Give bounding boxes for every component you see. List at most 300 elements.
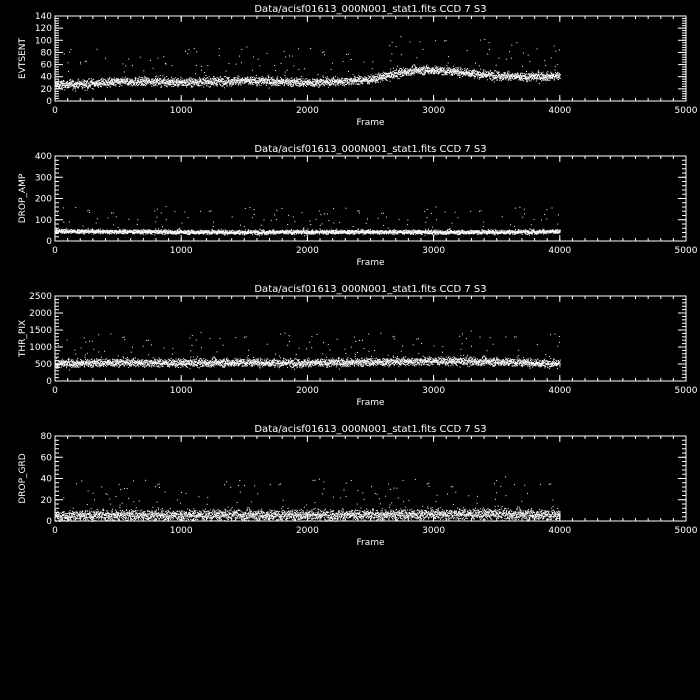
data-point: [354, 77, 355, 78]
data-point: [274, 85, 275, 86]
data-point: [171, 77, 172, 78]
data-point: [135, 78, 136, 79]
data-point: [257, 80, 258, 81]
data-point: [287, 70, 288, 71]
data-point: [91, 78, 92, 79]
data-point: [100, 79, 101, 80]
data-point: [358, 81, 359, 82]
data-point: [211, 79, 212, 80]
data-point: [86, 84, 87, 85]
data-point: [252, 77, 253, 78]
data-point: [152, 79, 153, 80]
data-point: [338, 80, 339, 81]
data-point: [271, 85, 272, 86]
data-point: [240, 81, 241, 82]
data-point: [175, 77, 176, 78]
data-point: [110, 77, 111, 78]
y-axis-label: EVTSENT: [18, 38, 28, 79]
y-tick-label: 60: [41, 61, 53, 71]
data-point: [444, 74, 445, 75]
data-point: [189, 49, 190, 50]
data-point: [396, 46, 397, 47]
data-point: [284, 75, 285, 76]
data-point: [352, 83, 353, 84]
data-point: [296, 82, 297, 83]
data-point: [389, 45, 390, 46]
data-point: [236, 83, 237, 84]
data-point: [393, 68, 394, 69]
data-point: [272, 82, 273, 83]
data-point: [326, 81, 327, 82]
data-point: [257, 84, 258, 85]
data-point: [228, 63, 229, 64]
data-point: [245, 80, 246, 81]
data-point: [422, 73, 423, 74]
data-point: [406, 75, 407, 76]
data-point: [296, 77, 297, 78]
y-tick-label: 100: [35, 36, 52, 46]
data-point: [98, 85, 99, 86]
data-point: [174, 80, 175, 81]
data-point: [304, 68, 305, 69]
data-point: [116, 84, 117, 85]
data-point: [380, 82, 381, 83]
data-point: [323, 76, 324, 77]
data-point: [86, 61, 87, 62]
data-point: [329, 79, 330, 80]
data-point: [347, 80, 348, 81]
data-point: [72, 85, 73, 86]
data-point: [101, 86, 102, 87]
data-point: [269, 88, 270, 89]
data-point: [143, 79, 144, 80]
data-point: [85, 61, 86, 62]
data-point: [254, 77, 255, 78]
data-point: [251, 81, 252, 82]
data-point: [272, 77, 273, 78]
data-point: [300, 82, 301, 83]
data-point: [300, 79, 301, 80]
data-point: [137, 82, 138, 83]
y-tick-label: 0: [46, 97, 52, 107]
data-point: [230, 81, 231, 82]
data-point: [81, 84, 82, 85]
data-point: [190, 81, 191, 82]
data-point: [322, 52, 323, 53]
data-point: [396, 69, 397, 70]
data-point: [427, 68, 428, 69]
data-point: [293, 65, 294, 66]
data-point: [444, 41, 445, 42]
data-point: [400, 71, 401, 72]
data-point: [204, 72, 205, 73]
y-tick-label: 120: [35, 24, 52, 34]
data-point: [157, 85, 158, 86]
data-point: [57, 88, 58, 89]
data-point: [182, 82, 183, 83]
data-point: [109, 84, 110, 85]
x-tick-label: 2000: [296, 106, 319, 116]
data-point: [314, 79, 315, 80]
data-point: [226, 77, 227, 78]
data-point: [306, 78, 307, 79]
data-point: [186, 79, 187, 80]
data-point: [72, 89, 73, 90]
data-point: [123, 79, 124, 80]
data-point: [453, 66, 454, 67]
data-point: [114, 77, 115, 78]
data-point: [389, 81, 390, 82]
data-point: [412, 69, 413, 70]
data-point: [159, 80, 160, 81]
data-point: [105, 58, 106, 59]
data-point: [171, 65, 172, 66]
data-point: [120, 83, 121, 84]
data-point: [332, 63, 333, 64]
data-point: [338, 85, 339, 86]
data-point: [101, 79, 102, 80]
x-tick-label: 1000: [170, 106, 193, 116]
data-point: [309, 81, 310, 82]
data-point: [263, 84, 264, 85]
data-point: [422, 70, 423, 71]
data-point: [248, 84, 249, 85]
data-point: [208, 78, 209, 79]
data-point: [331, 82, 332, 83]
data-point: [359, 84, 360, 85]
data-point: [210, 79, 211, 80]
data-point: [443, 68, 444, 69]
data-point: [217, 77, 218, 78]
data-point: [246, 79, 247, 80]
data-point: [63, 83, 64, 84]
data-point: [92, 88, 93, 89]
data-point: [369, 78, 370, 79]
data-point: [313, 81, 314, 82]
data-point: [421, 72, 422, 73]
data-point: [353, 81, 354, 82]
data-point: [63, 80, 64, 81]
data-point: [346, 84, 347, 85]
data-point: [227, 85, 228, 86]
data-point: [117, 83, 118, 84]
data-point: [111, 83, 112, 84]
y-tick-label: 20: [41, 85, 53, 95]
data-point: [213, 81, 214, 82]
data-point: [207, 77, 208, 78]
data-point: [255, 78, 256, 79]
data-point: [60, 88, 61, 89]
data-point: [449, 70, 450, 71]
data-point: [434, 73, 435, 74]
data-point: [393, 71, 394, 72]
data-point: [373, 81, 374, 82]
data-point: [199, 85, 200, 86]
data-point: [405, 70, 406, 71]
data-point: [413, 65, 414, 66]
data-point: [148, 83, 149, 84]
data-point: [177, 86, 178, 87]
data-point: [347, 79, 348, 80]
data-point: [241, 84, 242, 85]
data-point: [189, 84, 190, 85]
data-point: [214, 77, 215, 78]
data-point: [351, 78, 352, 79]
data-point: [338, 83, 339, 84]
data-point: [212, 78, 213, 79]
y-tick-label: 200: [35, 195, 52, 205]
data-point: [284, 85, 285, 86]
data-point: [267, 53, 268, 54]
data-point: [59, 81, 60, 82]
data-point: [415, 69, 416, 70]
data-point: [219, 79, 220, 80]
data-point: [165, 83, 166, 84]
data-point: [226, 86, 227, 87]
data-point: [259, 79, 260, 80]
data-point: [341, 80, 342, 81]
data-point: [255, 80, 256, 81]
data-point: [428, 70, 429, 71]
data-point: [419, 73, 420, 74]
data-point: [345, 82, 346, 83]
data-point: [119, 84, 120, 85]
data-point: [288, 85, 289, 86]
data-point: [292, 80, 293, 81]
data-point: [269, 80, 270, 81]
data-point: [209, 76, 210, 77]
data-point: [223, 84, 224, 85]
data-point: [279, 80, 280, 81]
data-point: [259, 84, 260, 85]
data-point: [276, 82, 277, 83]
data-point: [75, 91, 76, 92]
data-point: [293, 79, 294, 80]
data-point: [430, 68, 431, 69]
data-point: [145, 80, 146, 81]
data-point: [277, 78, 278, 79]
data-point: [161, 79, 162, 80]
data-point: [414, 72, 415, 73]
data-point: [108, 85, 109, 86]
data-point: [390, 71, 391, 72]
data-point: [415, 66, 416, 67]
data-point: [276, 78, 277, 79]
data-point: [391, 75, 392, 76]
data-point: [214, 79, 215, 80]
data-point: [266, 84, 267, 85]
data-point: [435, 40, 436, 41]
data-point: [237, 82, 238, 83]
data-point: [448, 56, 449, 57]
data-point: [99, 83, 100, 84]
data-point: [352, 79, 353, 80]
data-point: [370, 77, 371, 78]
data-point: [250, 80, 251, 81]
data-point: [287, 79, 288, 80]
data-point: [138, 80, 139, 81]
data-point: [317, 85, 318, 86]
data-point: [344, 85, 345, 86]
data-point: [376, 82, 377, 83]
data-point: [423, 67, 424, 68]
data-point: [68, 71, 69, 72]
data-point: [240, 83, 241, 84]
data-point: [268, 79, 269, 80]
data-point: [272, 83, 273, 84]
data-point: [285, 56, 286, 57]
data-point: [73, 81, 74, 82]
data-point: [219, 55, 220, 56]
data-point: [167, 81, 168, 82]
data-point: [128, 58, 129, 59]
data-point: [166, 81, 167, 82]
data-point: [337, 77, 338, 78]
data-point: [186, 87, 187, 88]
data-point: [199, 83, 200, 84]
data-point: [324, 84, 325, 85]
data-point: [238, 84, 239, 85]
data-point: [259, 78, 260, 79]
data-point: [402, 70, 403, 71]
data-point: [187, 53, 188, 54]
data-point: [406, 74, 407, 75]
data-point: [310, 48, 311, 49]
data-point: [83, 87, 84, 88]
data-point: [273, 81, 274, 82]
data-point: [78, 78, 79, 79]
data-point: [110, 86, 111, 87]
data-point: [177, 79, 178, 80]
data-point: [119, 86, 120, 87]
data-point: [269, 77, 270, 78]
data-point: [90, 85, 91, 86]
data-point: [94, 81, 95, 82]
data-point: [245, 77, 246, 78]
data-point: [250, 84, 251, 85]
data-point: [425, 68, 426, 69]
data-point: [204, 84, 205, 85]
data-point: [162, 81, 163, 82]
data-point: [60, 84, 61, 85]
data-point: [123, 63, 124, 64]
data-point: [252, 84, 253, 85]
data-point: [414, 71, 415, 72]
data-point: [80, 62, 81, 63]
data-point: [131, 80, 132, 81]
data-point: [361, 76, 362, 77]
chart-title: Data/acisf01613_000N001_stat1.fits CCD 7 S3: [254, 144, 486, 155]
data-point: [278, 85, 279, 86]
data-point: [303, 86, 304, 87]
x-tick-label: 4000: [548, 106, 571, 116]
data-point: [395, 70, 396, 71]
data-point: [360, 78, 361, 79]
data-point: [408, 73, 409, 74]
data-point: [250, 78, 251, 79]
data-point: [69, 80, 70, 81]
data-point: [229, 82, 230, 83]
data-point: [198, 86, 199, 87]
data-point: [120, 84, 121, 85]
data-point: [69, 83, 70, 84]
data-point: [345, 84, 346, 85]
data-point: [400, 68, 401, 69]
data-point: [383, 72, 384, 73]
data-point: [337, 84, 338, 85]
data-point: [239, 83, 240, 84]
y-tick-label: 0: [46, 237, 52, 247]
data-point: [241, 49, 242, 50]
data-point: [64, 89, 65, 90]
plot-frame: [55, 16, 686, 101]
x-tick-label: 1000: [170, 246, 193, 256]
data-point: [363, 62, 364, 63]
data-point: [226, 80, 227, 81]
data-point: [335, 76, 336, 77]
data-point: [211, 81, 212, 82]
data-point: [188, 81, 189, 82]
data-point: [160, 75, 161, 76]
data-point: [376, 78, 377, 79]
data-point: [185, 51, 186, 52]
data-point: [253, 82, 254, 83]
data-point: [300, 78, 301, 79]
data-point: [422, 67, 423, 68]
data-point: [179, 84, 180, 85]
data-point: [390, 69, 391, 70]
data-point: [333, 78, 334, 79]
data-point: [220, 85, 221, 86]
data-point: [95, 84, 96, 85]
data-point: [438, 67, 439, 68]
data-point: [369, 77, 370, 78]
data-point: [233, 83, 234, 84]
data-point: [324, 51, 325, 52]
data-point: [188, 82, 189, 83]
data-point: [347, 78, 348, 79]
data-point: [422, 74, 423, 75]
data-point: [416, 72, 417, 73]
data-point: [302, 84, 303, 85]
data-point: [450, 68, 451, 69]
data-point: [171, 82, 172, 83]
data-point: [257, 85, 258, 86]
data-point: [403, 72, 404, 73]
data-point: [302, 82, 303, 83]
data-point: [324, 54, 325, 55]
data-point: [423, 49, 424, 50]
data-point: [410, 73, 411, 74]
data-point: [72, 82, 73, 83]
data-point: [289, 79, 290, 80]
data-point: [235, 77, 236, 78]
data-point: [107, 83, 108, 84]
data-point: [384, 77, 385, 78]
data-point: [276, 83, 277, 84]
data-point: [192, 79, 193, 80]
data-point: [97, 49, 98, 50]
y-tick-label: 100: [35, 216, 52, 226]
data-point: [359, 79, 360, 80]
data-point: [70, 84, 71, 85]
data-point: [246, 46, 247, 47]
data-point: [312, 79, 313, 80]
data-point: [378, 73, 379, 74]
data-point: [332, 79, 333, 80]
data-point: [131, 84, 132, 85]
data-point: [225, 81, 226, 82]
